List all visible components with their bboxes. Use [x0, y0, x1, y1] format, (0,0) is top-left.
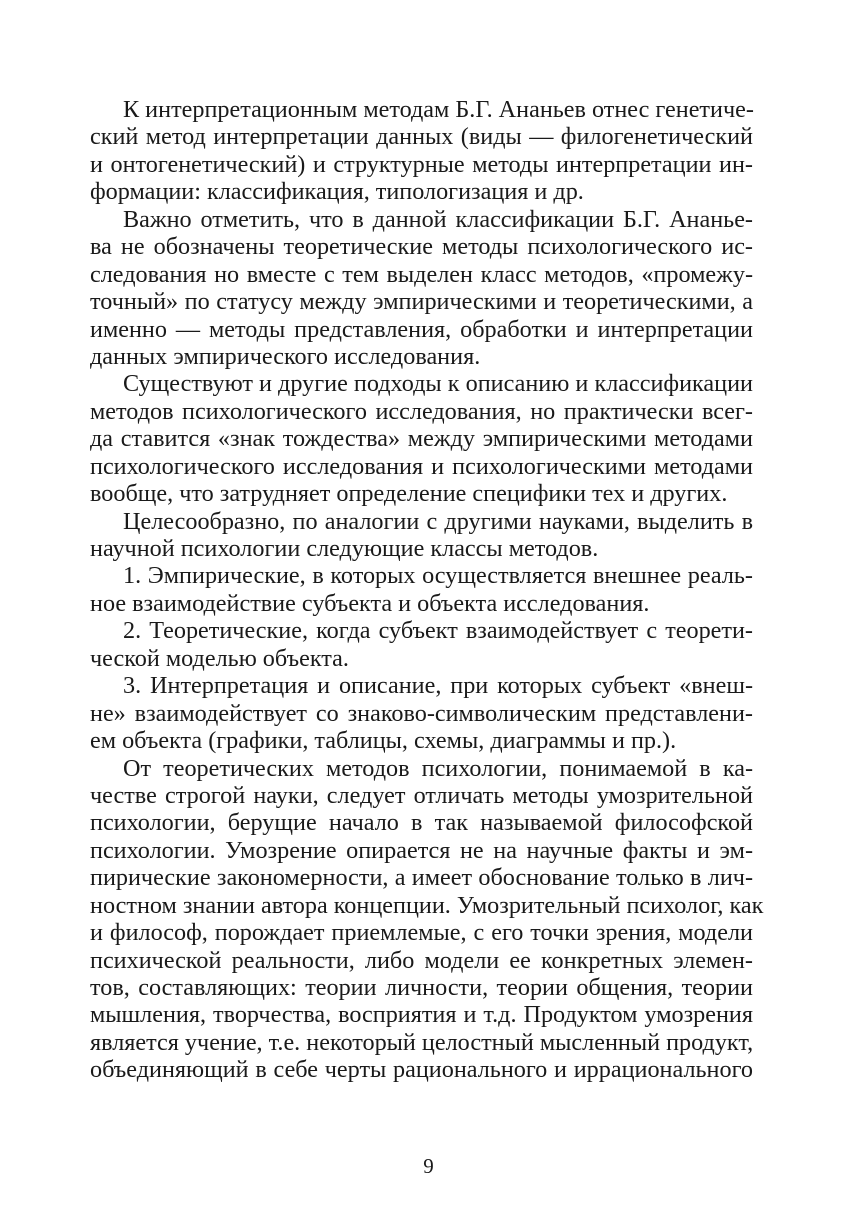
text-line: Целесообразно, по аналогии с другими науками, выделить в [123, 507, 753, 535]
page-number: 9 [423, 1154, 434, 1178]
body-text [90, 96, 764, 1084]
text-line: честве строгой науки, следует отличать методы умозрительной [90, 781, 753, 809]
text-line: ем объекта (графики, таблицы, схемы, диаграммы и пр.). [90, 727, 677, 755]
text-line: ностном знании автора концепции. Умозрительный психолог, как [90, 891, 764, 919]
text-line: именно — методы представления, обработки и интерпретации [90, 315, 753, 343]
paragraph [90, 617, 753, 672]
paragraph [90, 508, 753, 563]
text-line: К интерпретационным методам Б.Г. Ананьев отнес генетиче- [123, 96, 754, 123]
text-line: ва не обозначены теоретические методы психологического ис- [90, 233, 753, 261]
text-line: психологии. Умозрение опирается не на научные факты и эм- [90, 836, 753, 864]
paragraph [90, 562, 753, 617]
text-line: Важно отметить, что в данной классификации Б.Г. Ананье- [123, 205, 753, 233]
text-line: От теоретических методов психологии, понимаемой в ка- [123, 754, 753, 782]
text-line: и онтогенетический) и структурные методы интерпретации ин- [90, 150, 753, 178]
text-line: данных эмпирического исследования. [90, 342, 481, 370]
paragraph [90, 96, 753, 206]
text-line: 1. Эмпирические, в которых осуществляется внешнее реаль- [123, 562, 753, 590]
text-line: не» взаимодействует со знаково-символическим представлени- [90, 699, 753, 727]
text-line: тов, составляющих: теории личности, теории общения, теории [90, 974, 753, 1001]
text-line: точный» по статусу между эмпирическими и теоретическими, а [90, 288, 753, 316]
text-line: формации: классификация, типологизация и др. [90, 178, 584, 206]
text-line: 2. Теоретические, когда субъект взаимодействует с теорети- [123, 617, 753, 645]
text-line: ский метод интерпретации данных (виды — филогенетический [90, 123, 753, 151]
text-line: объединяющий в себе черты рационального и иррационального [90, 1056, 753, 1084]
text-line: ческой моделью объекта. [90, 644, 349, 672]
paragraph [90, 370, 753, 507]
text-line: следования но вместе с тем выделен класс методов, «промежу- [90, 260, 753, 288]
paragraph [90, 754, 764, 1084]
text-line: мышления, творчества, восприятия и т.д. Продуктом умозрения [90, 1001, 753, 1029]
text-line: психической реальности, либо модели ее конкретных элемен- [90, 946, 753, 974]
text-line: 3. Интерпретация и описание, при которых субъект «внеш- [123, 672, 753, 700]
text-line: Существуют и другие подходы к описанию и классификации [123, 370, 753, 398]
text-line: вообще, что затрудняет определение специфики тех и других. [90, 480, 728, 508]
text-line: да ставится «знак тождества» между эмпирическими методами [90, 425, 753, 453]
text-line: пирические закономерности, а имеет обоснование только в лич- [90, 864, 753, 892]
text-line: психологического исследования и психологическими методами [90, 452, 753, 480]
text-line: методов психологического исследования, но практически всег- [90, 397, 753, 425]
text-line: является учение, т.е. некоторый целостный мысленный продукт, [90, 1028, 754, 1056]
paragraph [90, 206, 753, 371]
text-line: психологии, берущие начало в так называемой философской [90, 809, 753, 837]
paragraph [90, 672, 753, 754]
text-line: научной психологии следующие классы методов. [90, 535, 599, 562]
text-line: и философ, порождает приемлемые, с его точки зрения, модели [90, 919, 753, 947]
text-line: ное взаимодействие субъекта и объекта исследования. [90, 589, 650, 617]
